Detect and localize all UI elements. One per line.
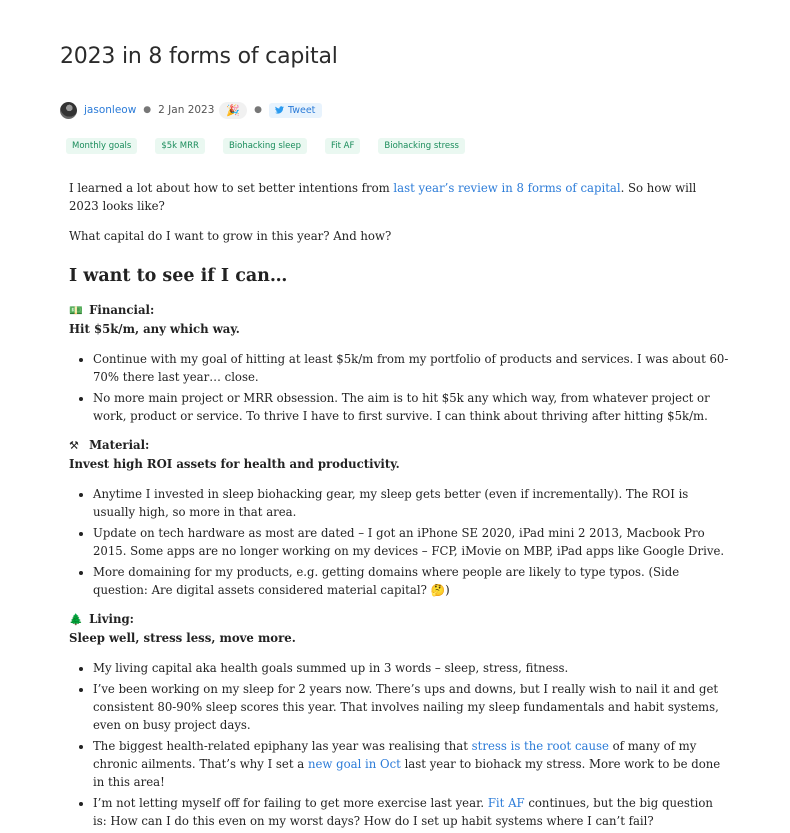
post-date: 2 Jan 2023 [158, 104, 215, 116]
separator-dot: ● [254, 105, 262, 115]
new-goal-link[interactable]: new goal in Oct [307, 757, 401, 771]
fit-af-link[interactable]: Fit AF [487, 796, 525, 810]
list-item: • No more main project or MRR obsession. The aim is to hit $5k any which way, from whatever project or work, product or service. To thrive I have to first survive. I can think about thriving after hitting $5k/m. [93, 389, 729, 425]
living-list [69, 659, 729, 830]
text: . So how will 2023 looks like? [69, 181, 697, 213]
living-section [69, 610, 729, 833]
avatar[interactable] [60, 102, 77, 119]
material-heading [69, 436, 729, 455]
stress-root-cause-link[interactable]: stress is the root cause [471, 739, 609, 753]
tag-list [66, 138, 483, 154]
tag[interactable]: Fit AF [325, 138, 360, 154]
last-year-review-link[interactable]: last year’s review in 8 forms of capital [393, 181, 621, 195]
tag[interactable]: $5k MRR [155, 138, 205, 154]
living-title: Living: [89, 612, 134, 626]
intro-question: What capital do I want to grow in this year? And how? [69, 229, 392, 243]
financial-list [69, 350, 729, 425]
list-item [93, 794, 729, 830]
twitter-icon [275, 106, 284, 114]
tag[interactable]: Monthly goals [66, 138, 137, 154]
tree-icon: 🌲 [69, 613, 83, 626]
page-title: 2023 in 8 forms of capital [60, 44, 338, 69]
tweet-button[interactable] [269, 103, 322, 118]
list-item: • My living capital aka health goals summed up in 3 words – sleep, stress, fitness. [93, 659, 729, 677]
money-icon: 💵 [69, 304, 83, 317]
tweet-label: Tweet [287, 104, 316, 116]
author-link[interactable]: jasonleow [84, 104, 137, 116]
financial-subtitle: Hit $5k/m, any which way. [69, 322, 240, 336]
list-item: • Continue with my goal of hitting at least $5k/m from my portfolio of products and services. I was about 60-70% there last year… close. [93, 350, 729, 386]
material-title: Material: [89, 438, 150, 452]
list-item: • I’ve been working on my sleep for 2 years now. There’s ups and downs, but I really wish to nail it and get consistent 80-90% sleep scores this year. That involves nailing my sleep fundamentals and habit systems, even on busy project days. [93, 680, 729, 734]
text: I learned a lot about how to set better intentions from [69, 181, 394, 195]
separator-dot: ● [143, 105, 152, 115]
post-meta [60, 100, 322, 120]
financial-heading [69, 301, 729, 320]
text: last year to biohack my stress. More work to be done in this area! [93, 757, 721, 789]
intro-paragraph [69, 179, 719, 215]
living-heading [69, 610, 729, 629]
material-section [69, 436, 729, 602]
material-subtitle: Invest high ROI assets for health and productivity. [69, 457, 400, 471]
section-heading: I want to see if I can… [69, 266, 288, 286]
text: The biggest health-related epiphany las year was realising that [93, 739, 472, 753]
list-item: • Update on tech hardware as most are dated – I got an iPhone SE 2020, iPad mini 2 2013, Macbook Pro 2015. Some apps are no longer working on my devices – FCP, iMovie on MBP, iPad apps like Google Drive. [93, 524, 729, 560]
list-item [93, 737, 729, 791]
tag[interactable]: Biohacking sleep [223, 138, 307, 154]
financial-section [69, 301, 729, 428]
text: continues, but the big question is: How can I do this even on my worst days? How do I set up habit systems where I can’t fail? [93, 796, 713, 828]
hammer-pick-icon: ⚒ [69, 439, 79, 452]
financial-title: Financial: [89, 303, 155, 317]
tag[interactable]: Biohacking stress [378, 138, 465, 154]
reaction-button[interactable]: 🎉 [219, 102, 247, 119]
list-item: • Anytime I invested in sleep biohacking gear, my sleep gets better (even if incrementally). The ROI is usually high, so more in that area. [93, 485, 729, 521]
living-subtitle: Sleep well, stress less, move more. [69, 631, 296, 645]
list-item: • More domaining for my products, e.g. getting domains where people are likely to type typos. (Side question: Are digital assets considered material capital? 🤔) [93, 563, 729, 599]
text: I’m not letting myself off for failing to get more exercise last year. [93, 796, 488, 810]
material-list [69, 485, 729, 599]
text: of many of my chronic ailments. That’s why I set a [93, 739, 697, 771]
